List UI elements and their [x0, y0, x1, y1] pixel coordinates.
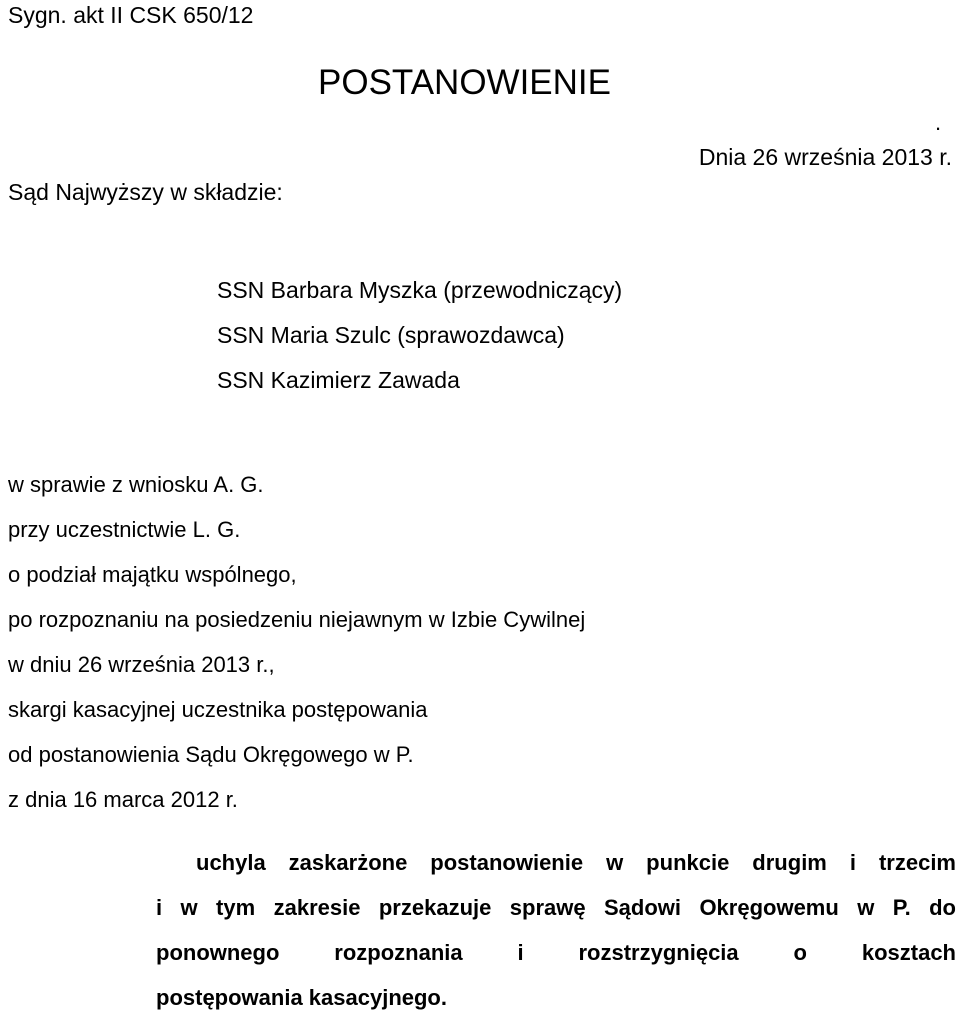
judge-member: SSN Kazimierz Zawada — [217, 367, 460, 393]
ruling-line: i w tym zakresie przekazuje sprawę Sądowi Okręgowemu w P. do — [156, 895, 956, 920]
ruling-line: ponownego rozpoznania i rozstrzygnięcia o kosztach — [156, 940, 956, 965]
case-line-lower-court: od postanowienia Sądu Okręgowego w P. — [8, 742, 414, 767]
case-line-subject: o podział majątku wspólnego, — [8, 562, 297, 587]
ruling-line: uchyla zaskarżone postanowienie w punkcie drugim i trzecim — [196, 850, 956, 875]
judge-rapporteur: SSN Maria Szulc (sprawozdawca) — [217, 322, 565, 348]
document-title: POSTANOWIENIE — [318, 63, 611, 102]
case-line-session-date: w dniu 26 września 2013 r., — [8, 652, 275, 677]
case-line-session: po rozpoznaniu na posiedzeniu niejawnym w Izbie Cywilnej — [8, 607, 586, 632]
case-line-appeal: skargi kasacyjnej uczestnika postępowania — [8, 697, 428, 722]
case-signature: Sygn. akt II CSK 650/12 — [8, 2, 254, 28]
case-line-lower-court-date: z dnia 16 marca 2012 r. — [8, 787, 238, 812]
case-line-applicant: w sprawie z wniosku A. G. — [8, 472, 264, 497]
ruling-line: postępowania kasacyjnego. — [156, 985, 447, 1010]
decision-date: Dnia 26 września 2013 r. — [698, 144, 952, 170]
judge-presiding: SSN Barbara Myszka (przewodniczący) — [217, 277, 623, 303]
court-composition-label: Sąd Najwyższy w składzie: — [8, 179, 283, 205]
case-line-participant: przy uczestnictwie L. G. — [8, 517, 241, 542]
case-description — [8, 462, 585, 822]
stray-dot: . — [935, 110, 942, 135]
judges-list — [217, 268, 622, 403]
ruling-text — [156, 840, 956, 1020]
